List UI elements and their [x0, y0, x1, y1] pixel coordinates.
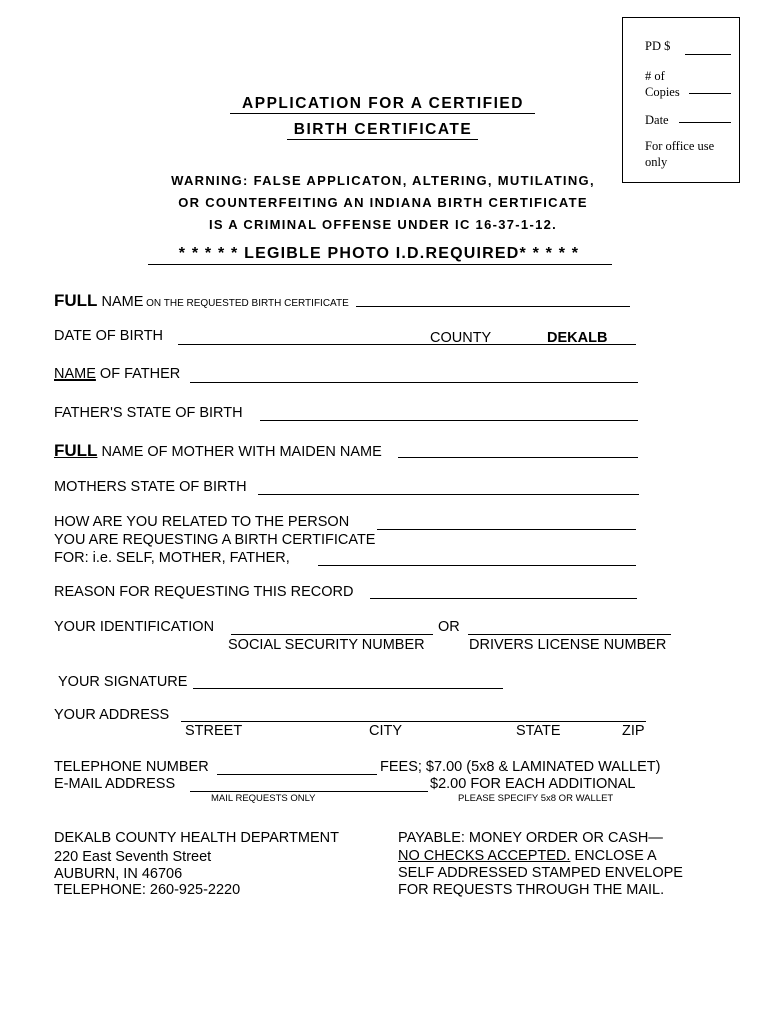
copies-label-2: Copies [645, 85, 680, 99]
mother-name-text: NAME OF MOTHER WITH MAIDEN NAME [97, 444, 382, 460]
relation-field-1[interactable] [377, 529, 636, 530]
warning-line-1: WARNING: FALSE APPLICATON, ALTERING, MUTILATING, [171, 173, 595, 188]
full-name-field[interactable] [356, 306, 630, 307]
mother-name-field[interactable] [398, 457, 638, 458]
county-label: COUNTY [430, 330, 492, 346]
identification-label: YOUR IDENTIFICATION [54, 619, 215, 635]
signature-label: YOUR SIGNATURE [58, 674, 188, 690]
copies-line[interactable] [689, 93, 731, 94]
address-field[interactable] [181, 721, 646, 722]
relation-label-2: YOU ARE REQUESTING A BIRTH CERTIFICATE [54, 532, 376, 548]
father-text: OF FATHER [95, 366, 181, 382]
mother-state-label: MOTHERS STATE OF BIRTH [54, 479, 247, 495]
full-name-label [54, 291, 349, 311]
county-value: DEKALB [547, 330, 608, 346]
or-label: OR [438, 619, 460, 635]
warning-line-3: IS A CRIMINAL OFFENSE UNDER IC 16-37-1-12. [208, 217, 558, 232]
photo-id-underline [148, 264, 612, 265]
father-name-field[interactable] [190, 382, 638, 383]
form-title-line-1: APPLICATION FOR A CERTIFIED [242, 95, 524, 112]
dob-field[interactable] [178, 344, 426, 345]
father-state-label: FATHER'S STATE OF BIRTH [54, 405, 243, 421]
dept-telephone: TELEPHONE: 260-925-2220 [54, 882, 241, 898]
photo-id-required: * * * * * LEGIBLE PHOTO I.D.REQUIRED* * * * * [178, 245, 580, 262]
ssn-label: SOCIAL SECURITY NUMBER [228, 637, 425, 653]
no-checks-accepted: NO CHECKS ACCEPTED. [398, 848, 571, 864]
specify-note: PLEASE SPECIFY 5x8 OR WALLET [458, 793, 614, 804]
pd-line[interactable] [685, 54, 731, 55]
office-use-label-1: For office use [645, 139, 715, 153]
signature-field[interactable] [193, 688, 503, 689]
email-field[interactable] [190, 791, 428, 792]
full-name-text: NAME [97, 294, 144, 310]
county-field[interactable] [426, 344, 636, 345]
dob-label: DATE OF BIRTH [54, 328, 164, 344]
copies-label-1: # of [645, 69, 665, 83]
dl-field[interactable] [468, 634, 671, 635]
zip-label: ZIP [622, 723, 645, 739]
payment-line-1: PAYABLE: MONEY ORDER OR CASH— [398, 830, 663, 846]
fees-line-2: $2.00 FOR EACH ADDITIONAL [430, 776, 636, 792]
father-state-field[interactable] [260, 420, 638, 421]
mother-full-bold: FULL [54, 441, 98, 460]
form-title-line-2: BIRTH CERTIFICATE [293, 121, 473, 138]
dept-name: DEKALB COUNTY HEALTH DEPARTMENT [54, 830, 339, 846]
warning-line-2: OR COUNTERFEITING AN INDIANA BIRTH CERTIFICATE [178, 195, 588, 210]
reason-label: REASON FOR REQUESTING THIS RECORD [54, 584, 354, 600]
ssn-field[interactable] [231, 634, 433, 635]
mail-requests-note: MAIL REQUESTS ONLY [211, 793, 316, 804]
address-label: YOUR ADDRESS [54, 707, 170, 723]
dept-city: AUBURN, IN 46706 [54, 866, 183, 882]
telephone-label: TELEPHONE NUMBER [54, 759, 209, 775]
telephone-field[interactable] [217, 774, 377, 775]
dl-label: DRIVERS LICENSE NUMBER [469, 637, 667, 653]
relation-label-1: HOW ARE YOU RELATED TO THE PERSON [54, 514, 350, 530]
full-bold: FULL [54, 291, 98, 310]
fees-line-1: FEES; $7.00 (5x8 & LAMINATED WALLET) [380, 759, 661, 775]
relation-label-3: FOR: i.e. SELF, MOTHER, FATHER, [54, 550, 290, 566]
title-underline-2 [287, 139, 478, 140]
father-name-label [54, 366, 180, 382]
pd-label: PD $ [645, 39, 671, 53]
email-label: E-MAIL ADDRESS [54, 776, 176, 792]
office-use-label-2: only [645, 155, 668, 169]
state-label: STATE [516, 723, 561, 739]
payment-line-4: FOR REQUESTS THROUGH THE MAIL. [398, 882, 665, 898]
dept-street: 220 East Seventh Street [54, 849, 212, 865]
relation-field-2[interactable] [318, 565, 636, 566]
mother-name-label [54, 441, 382, 461]
mother-state-field[interactable] [258, 494, 639, 495]
enclose-text: ENCLOSE A [570, 848, 657, 864]
title-underline-1 [230, 113, 535, 114]
payment-line-3: SELF ADDRESSED STAMPED ENVELOPE [398, 865, 683, 881]
payment-line-2 [398, 848, 657, 864]
date-label: Date [645, 113, 669, 127]
name-underlined: NAME [54, 366, 96, 382]
city-label: CITY [369, 723, 403, 739]
full-name-small: ON THE REQUESTED BIRTH CERTIFICATE [143, 298, 349, 309]
reason-field[interactable] [370, 598, 637, 599]
street-label: STREET [185, 723, 243, 739]
